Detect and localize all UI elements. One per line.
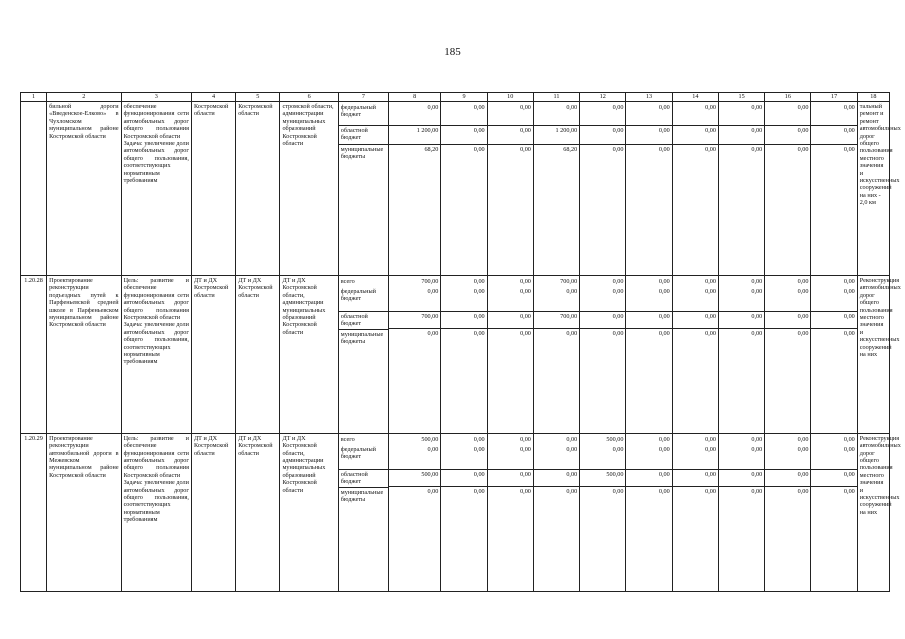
responsible-executor: ДТ и ДХ Костромской области xyxy=(191,276,235,434)
amount-value: 0,00 xyxy=(566,435,578,443)
amount-value: 0,00 xyxy=(626,125,671,144)
amount-list xyxy=(536,103,577,261)
amount-cell xyxy=(580,276,626,434)
amount-list xyxy=(443,277,484,431)
amount-value: 0,00 xyxy=(765,469,810,486)
amount-value: 0,00 xyxy=(612,104,624,111)
amount-value: 0,00 xyxy=(427,288,439,295)
amount-value: 0,00 xyxy=(765,311,810,328)
expected-result: тальный ремонт и ремонт автомобильных дорог общего пользования местного значения и искусственных сооружений на них - 2,0 км xyxy=(857,102,889,276)
amount-value: 700,00 xyxy=(560,278,578,285)
amount-value: 0,00 xyxy=(441,144,486,261)
column-number: 9 xyxy=(441,93,487,102)
amount-cell xyxy=(389,102,441,276)
funding-source: федеральный бюджет xyxy=(340,288,376,303)
amount-value: 0,00 xyxy=(520,288,531,295)
funding-source-cell xyxy=(338,433,388,591)
amount-value: 0,00 xyxy=(612,278,624,285)
amount-value: 0,00 xyxy=(719,328,764,431)
column-number: 5 xyxy=(236,93,280,102)
amount-list xyxy=(628,277,669,431)
amount-value: 0,00 xyxy=(705,104,716,111)
column-number: 15 xyxy=(718,93,764,102)
amount-value: 0,00 xyxy=(580,486,625,589)
funding-source: областной бюджет xyxy=(339,311,388,329)
amount-value: 0,00 xyxy=(520,104,531,111)
amount-cell xyxy=(765,276,811,434)
amount-cell xyxy=(487,276,533,434)
amount-value: 0,00 xyxy=(719,125,764,144)
funding-source-list xyxy=(341,103,386,261)
amount-list xyxy=(721,103,762,261)
participants: ДТ и ДХ Костромской области, администрации муниципальных образований Костромской области xyxy=(280,276,338,434)
amount-list xyxy=(813,103,854,261)
amount-value: 0,00 xyxy=(488,469,533,486)
amount-list xyxy=(490,277,531,431)
amount-cell xyxy=(626,102,672,276)
column-number: 17 xyxy=(811,93,857,102)
amount-value: 0,00 xyxy=(673,469,718,486)
amount-value: 0,00 xyxy=(751,288,763,295)
amount-value: 0,00 xyxy=(473,278,485,285)
amount-value: 0,00 xyxy=(658,445,670,453)
amount-value: 0,00 xyxy=(520,435,531,443)
amount-value: 0,00 xyxy=(427,104,439,111)
amount-value: 0,00 xyxy=(673,328,718,431)
funding-source: муниципальные бюджеты xyxy=(339,144,388,261)
amount-value: 0,00 xyxy=(473,104,485,111)
program-row xyxy=(21,433,890,591)
amount-value: 0,00 xyxy=(626,328,671,431)
amount-value: 0,00 xyxy=(473,288,485,295)
page-number: 185 xyxy=(444,46,461,58)
amount-value: 0,00 xyxy=(797,435,809,443)
amount-value: 500,00 xyxy=(580,469,625,486)
amount-value: 0,00 xyxy=(626,144,671,261)
amount-list xyxy=(582,435,623,589)
amount-value: 0,00 xyxy=(488,311,533,328)
column-number: 8 xyxy=(389,93,441,102)
goal-and-task: обеспечение функционирования сети автомобильных дорог общего пользования Костромской области Задача: увеличение доли автомобильных дорог общего пользования, соответствующих нормативным требованиям xyxy=(121,102,191,276)
funding-source: всего xyxy=(340,435,355,443)
amount-list xyxy=(675,277,716,431)
amount-list xyxy=(721,435,762,589)
amount-list xyxy=(391,103,438,261)
amount-value: 0,00 xyxy=(441,125,486,144)
amount-value: 0,00 xyxy=(580,328,625,431)
amount-list xyxy=(391,435,438,589)
column-number: 4 xyxy=(191,93,235,102)
amount-value: 0,00 xyxy=(580,311,625,328)
amount-cell xyxy=(765,433,811,591)
amount-cell xyxy=(533,433,579,591)
expected-result: Реконструкция автомобильных дорог общего пользования местного значения и искусственных сооружений на них xyxy=(857,276,889,434)
responsible-executor: Костромской области xyxy=(191,102,235,276)
event-name: Проектирование реконструкции автомобильной дороги в Межевском муниципальном районе Костромской области xyxy=(47,433,121,591)
funding-source: областной бюджет xyxy=(339,469,388,487)
amount-list xyxy=(582,103,623,261)
amount-value: 0,00 xyxy=(520,445,531,453)
event-name: Проектирование реконструкции подъездных путей к Парфеньевской средней школе в Парфеньевском муниципальном районе Костромской области xyxy=(47,276,121,434)
row-number: 1.20.28 xyxy=(21,276,47,434)
column-number: 1 xyxy=(21,93,47,102)
amount-value: 700,00 xyxy=(421,278,439,285)
funding-source: федеральный бюджет xyxy=(340,104,376,119)
amount-value: 0,00 xyxy=(843,104,855,111)
amount-list xyxy=(536,277,577,431)
amount-cell xyxy=(389,433,441,591)
column-number: 3 xyxy=(121,93,191,102)
amount-cell xyxy=(672,102,718,276)
amount-value: 0,00 xyxy=(580,144,625,261)
amount-value: 0,00 xyxy=(811,144,856,261)
amount-list xyxy=(391,277,438,431)
column-number: 16 xyxy=(765,93,811,102)
amount-list xyxy=(813,277,854,431)
amount-cell xyxy=(580,433,626,591)
program-row xyxy=(21,276,890,434)
row-number xyxy=(21,102,47,276)
amount-value: 0,00 xyxy=(441,328,486,431)
column-number: 13 xyxy=(626,93,672,102)
amount-value: 0,00 xyxy=(534,486,579,589)
amount-list xyxy=(490,103,531,261)
amount-cell xyxy=(765,102,811,276)
amount-value: 0,00 xyxy=(765,125,810,144)
amount-value: 1 200,00 xyxy=(534,125,579,144)
program-row xyxy=(21,102,890,276)
amount-cell xyxy=(487,433,533,591)
amount-cell xyxy=(811,276,857,434)
amount-value: 0,00 xyxy=(673,144,718,261)
funding-source: всего xyxy=(340,278,355,285)
amount-cell xyxy=(441,276,487,434)
amount-value: 0,00 xyxy=(673,311,718,328)
amount-value: 0,00 xyxy=(626,311,671,328)
amount-value: 68,20 xyxy=(389,144,440,261)
amount-cell xyxy=(389,276,441,434)
amount-value: 0,00 xyxy=(441,311,486,328)
amount-value: 0,00 xyxy=(719,311,764,328)
goal-and-task: Цель: развитие и обеспечение функционирования сети автомобильных дорог общего пользования Костромской области Задача: увеличение доли автомобильных дорог общего пользования, соответствующих нормативным требованиям xyxy=(121,276,191,434)
amount-cell xyxy=(672,433,718,591)
participants: ДТ и ДХ Костромской области, администрации муниципальных образований Костромской области xyxy=(280,433,338,591)
amount-value: 0,00 xyxy=(765,328,810,431)
amount-value: 0,00 xyxy=(751,104,763,111)
co-executor: ДТ и ДХ Костромской области xyxy=(236,276,280,434)
amount-value: 0,00 xyxy=(626,486,671,589)
amount-list xyxy=(628,435,669,589)
amount-value: 0,00 xyxy=(811,328,856,431)
amount-value: 0,00 xyxy=(488,486,533,589)
amount-value: 500,00 xyxy=(606,435,624,443)
amount-value: 0,00 xyxy=(843,445,855,453)
table-body xyxy=(21,93,901,592)
amount-value: 68,20 xyxy=(534,144,579,261)
amount-cell xyxy=(718,276,764,434)
funding-source-cell xyxy=(338,276,388,434)
amount-value: 0,00 xyxy=(811,311,856,328)
amount-value: 0,00 xyxy=(626,469,671,486)
column-number: 12 xyxy=(580,93,626,102)
amount-value: 0,00 xyxy=(751,445,763,453)
amount-value: 0,00 xyxy=(705,288,716,295)
amount-value: 0,00 xyxy=(705,445,716,453)
column-number: 10 xyxy=(487,93,533,102)
amount-value: 0,00 xyxy=(673,125,718,144)
funding-source-list xyxy=(341,435,386,590)
amount-value: 500,00 xyxy=(389,469,440,486)
amount-value: 0,00 xyxy=(566,445,578,453)
amount-value: 0,00 xyxy=(441,486,486,589)
amount-value: 0,00 xyxy=(441,469,486,486)
amount-cell xyxy=(580,102,626,276)
amount-list xyxy=(582,277,623,431)
amount-value: 0,00 xyxy=(658,104,670,111)
column-number: 2 xyxy=(47,93,121,102)
co-executor: ДТ и ДХ Костромской области xyxy=(236,433,280,591)
amount-list xyxy=(767,277,808,431)
amount-value: 0,00 xyxy=(843,278,855,285)
amount-value: 0,00 xyxy=(811,469,856,486)
amount-cell xyxy=(487,102,533,276)
amount-cell xyxy=(718,433,764,591)
amount-value: 0,00 xyxy=(705,435,716,443)
amount-value: 0,00 xyxy=(843,288,855,295)
column-number: 7 xyxy=(338,93,388,102)
row-number: 1.20.29 xyxy=(21,433,47,591)
amount-cell xyxy=(441,433,487,591)
amount-value: 0,00 xyxy=(719,486,764,589)
amount-cell xyxy=(626,433,672,591)
amount-value: 0,00 xyxy=(488,144,533,261)
amount-value: 500,00 xyxy=(421,435,439,443)
amount-cell xyxy=(441,102,487,276)
amount-value: 0,00 xyxy=(488,328,533,431)
amount-value: 0,00 xyxy=(797,278,809,285)
amount-value: 0,00 xyxy=(427,445,439,453)
amount-value: 0,00 xyxy=(580,125,625,144)
amount-value: 0,00 xyxy=(658,288,670,295)
amount-cell xyxy=(626,276,672,434)
amount-value: 0,00 xyxy=(566,288,578,295)
amount-value: 0,00 xyxy=(658,435,670,443)
amount-cell xyxy=(533,276,579,434)
funding-source-list xyxy=(341,277,386,432)
amount-value: 0,00 xyxy=(612,445,624,453)
amount-value: 0,00 xyxy=(797,104,809,111)
amount-value: 0,00 xyxy=(765,486,810,589)
amount-cell xyxy=(811,433,857,591)
column-number: 6 xyxy=(280,93,338,102)
amount-value: 0,00 xyxy=(473,445,485,453)
amount-value: 0,00 xyxy=(534,328,579,431)
amount-value: 700,00 xyxy=(389,311,440,328)
amount-value: 0,00 xyxy=(658,278,670,285)
amount-value: 0,00 xyxy=(612,288,624,295)
event-name: бильной дороги «Введенское-Елково» в Чухломском муниципальном районе Костромской области xyxy=(47,102,121,276)
amount-value: 0,00 xyxy=(389,328,440,431)
amount-list xyxy=(767,103,808,261)
amount-value: 0,00 xyxy=(751,435,763,443)
funding-source-cell xyxy=(338,102,388,276)
amount-value: 0,00 xyxy=(719,469,764,486)
amount-value: 0,00 xyxy=(520,278,531,285)
amount-value: 0,00 xyxy=(389,486,440,589)
amount-value: 0,00 xyxy=(566,104,578,111)
amount-list xyxy=(443,435,484,589)
amount-list xyxy=(813,435,854,589)
funding-source: федеральный бюджет xyxy=(340,445,376,461)
amount-value: 700,00 xyxy=(534,311,579,328)
funding-source: муниципальные бюджеты xyxy=(339,487,388,590)
funding-source: областной бюджет xyxy=(339,125,388,144)
amount-value: 0,00 xyxy=(488,125,533,144)
amount-cell xyxy=(533,102,579,276)
expected-result: Реконструкция автомобильных дорог общего пользования местного значения и искусственных сооружений на них xyxy=(857,433,889,591)
amount-list xyxy=(628,103,669,261)
amount-value: 0,00 xyxy=(751,278,763,285)
amount-value: 0,00 xyxy=(811,486,856,589)
amount-cell xyxy=(672,276,718,434)
amount-cell xyxy=(811,102,857,276)
co-executor: Костромской области xyxy=(236,102,280,276)
participants: стромской области, администрации муниципальных образований Костромской области xyxy=(280,102,338,276)
amount-list xyxy=(490,435,531,589)
amount-value: 0,00 xyxy=(534,469,579,486)
column-number-row xyxy=(21,93,890,102)
goal-and-task: Цель: развитие и обеспечение функционирования сети автомобильных дорог общего пользования Костромской области Задача: увеличение доли автомобильных дорог общего пользования, соответствующих нормативным требованиям xyxy=(121,433,191,591)
amount-value: 1 200,00 xyxy=(389,125,440,144)
amount-value: 0,00 xyxy=(811,125,856,144)
amount-list xyxy=(721,277,762,431)
amount-value: 0,00 xyxy=(673,486,718,589)
amount-value: 0,00 xyxy=(719,144,764,261)
column-number: 14 xyxy=(672,93,718,102)
amount-list xyxy=(536,435,577,589)
program-table xyxy=(20,92,901,592)
amount-value: 0,00 xyxy=(797,288,809,295)
amount-value: 0,00 xyxy=(765,144,810,261)
amount-value: 0,00 xyxy=(473,435,485,443)
amount-cell xyxy=(718,102,764,276)
amount-value: 0,00 xyxy=(797,445,809,453)
column-number: 11 xyxy=(533,93,579,102)
amount-value: 0,00 xyxy=(843,435,855,443)
amount-list xyxy=(675,435,716,589)
column-number: 18 xyxy=(857,93,889,102)
amount-list xyxy=(443,103,484,261)
funding-source: муниципальные бюджеты xyxy=(339,329,388,432)
amount-list xyxy=(767,435,808,589)
amount-list xyxy=(675,103,716,261)
amount-value: 0,00 xyxy=(705,278,716,285)
responsible-executor: ДТ и ДХ Костромской области xyxy=(191,433,235,591)
